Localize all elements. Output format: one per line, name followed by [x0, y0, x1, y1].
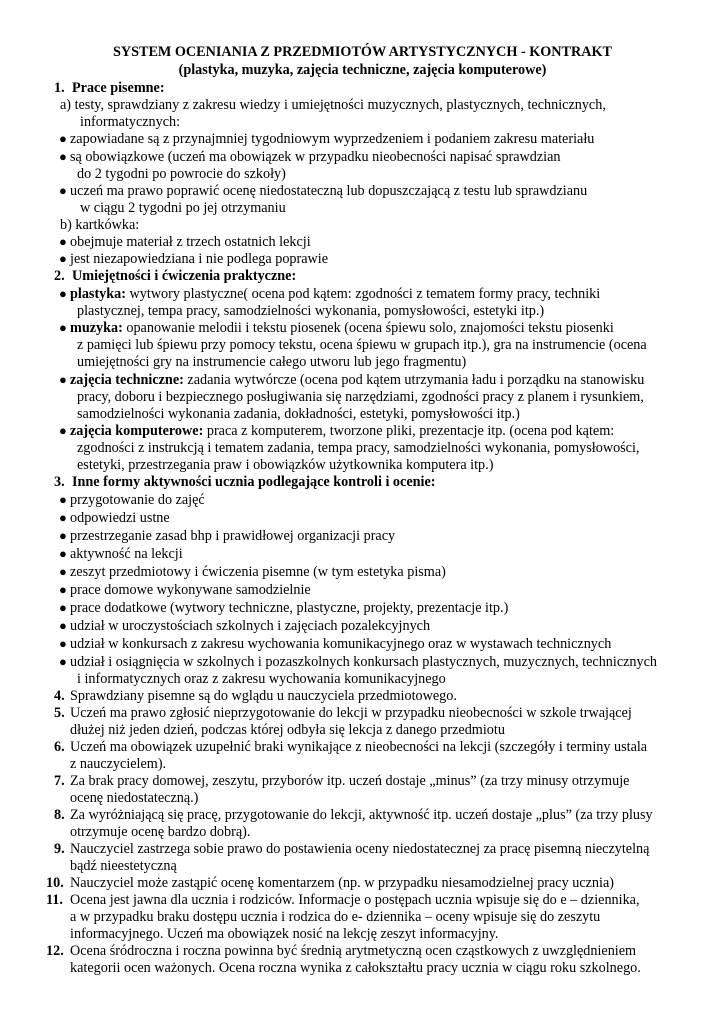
section-2-heading: Umiejętności i ćwiczenia praktyczne:: [72, 268, 297, 284]
komputer-line3: estetyki, przestrzegania praw i obowiązków użytkownika komputera itp.): [77, 457, 494, 473]
section-3-number: 3.: [54, 474, 65, 490]
list-item-continuation: i informatycznych oraz z zakresu wychowania komunikacyjnego: [77, 671, 446, 687]
section-1-heading: Prace pisemne:: [72, 80, 165, 96]
bullet-icon: ●: [59, 372, 67, 387]
list-item: udział w uroczystościach szkolnych i zajęciach pozalekcyjnych: [70, 618, 431, 634]
bullet-icon: ●: [59, 618, 67, 633]
section-1-bullet-3-line2: w ciągu 2 tygodni po jej otrzymaniu: [80, 200, 286, 216]
item-11-number: 11.: [46, 892, 63, 908]
muzyka-text: opanowanie melodii i tekstu piosenek (ocena śpiewu solo, znajomości tekstu piosenki: [122, 320, 614, 336]
item-10-number: 10.: [46, 875, 64, 891]
item-11-line2: a w przypadku braku dostępu ucznia i rodzica do e- dziennika – oceny wpisuje się do zeszytu: [70, 909, 601, 925]
item-12-number: 12.: [46, 943, 64, 959]
document-title: SYSTEM OCENIANIA Z PRZEDMIOTÓW ARTYSTYCZNYCH - KONTRAKT: [112, 44, 613, 60]
item-5-line2: dłużej niż jeden dzień, podczas której odbyła się lekcja z danego przedmiotu: [70, 722, 505, 738]
item-12-line2: kategorii ocen ważonych. Ocena roczna wynika z całokształtu pracy ucznia w ciągu roku szkolnego.: [70, 960, 641, 976]
section-2-number: 2.: [54, 268, 65, 284]
muzyka-line3: umiejętności gry na instrumencie całego utworu lub jego fragmentu): [77, 354, 467, 370]
section-1-a-line1: a) testy, sprawdziany z zakresu wiedzy i umiejętności muzycznych, plastycznych, technicznych,: [60, 97, 606, 113]
bullet-icon: ●: [59, 286, 67, 301]
list-item: zeszyt przedmiotowy i ćwiczenia pisemne (w tym estetyka pisma): [70, 564, 446, 580]
list-item: przygotowanie do zajęć: [70, 492, 205, 508]
section-1-bullet-5: jest niezapowiedziana i nie podlega poprawie: [70, 251, 329, 267]
list-item: przestrzeganie zasad bhp i prawidłowej organizacji pracy: [70, 528, 396, 544]
technika-label: zajęcia techniczne:: [70, 372, 184, 388]
bullet-icon: ●: [59, 149, 67, 164]
section-3-heading: Inne formy aktywności ucznia podlegające kontroli i ocenie:: [72, 474, 436, 490]
item-12-line1: Ocena śródroczna i roczna powinna być średnią arytmetyczną ocen cząstkowych z uwzględnieniem: [70, 943, 637, 959]
item-11-line1: Ocena jest jawna dla ucznia i rodziców. Informacje o postępach ucznia wpisuje się do e – dziennika,: [70, 892, 640, 908]
item-4-number: 4.: [54, 688, 65, 704]
bullet-icon: ●: [59, 183, 67, 198]
komputer-label: zajęcia komputerowe:: [70, 423, 204, 439]
section-1-bullet-3-line1: uczeń ma prawo poprawić ocenę niedostateczną lub dopuszczającą z testu lub sprawdzianu: [70, 183, 588, 199]
list-item: udział w konkursach z zakresu wychowania komunikacyjnego oraz w wystawach technicznych: [70, 636, 612, 652]
item-7-number: 7.: [54, 773, 65, 789]
bullet-icon: ●: [59, 131, 67, 146]
technika-line2: pracy, doboru i bezpiecznego posługiwania się narzędziami, zgodności pracy z planem i rysunkiem,: [77, 389, 644, 405]
bullet-icon: ●: [59, 320, 67, 335]
item-11-line3: informacyjnego. Uczeń ma obowiązek nosić na lekcję zeszyt informacyjny.: [70, 926, 499, 942]
bullet-icon: ●: [59, 234, 67, 249]
bullet-icon: ●: [59, 582, 67, 597]
item-7-line1: Za brak pracy domowej, zeszytu, przyborów itp. uczeń dostaje „minus” (za trzy minusy otrzymuje: [70, 773, 630, 789]
item-10-text: Nauczyciel może zastąpić ocenę komentarzem (np. w przypadku niesamodzielnej pracy ucznia): [70, 875, 614, 891]
bullet-icon: ●: [59, 492, 67, 507]
item-6-number: 6.: [54, 739, 65, 755]
item-6-line2: z nauczycielem).: [70, 756, 167, 772]
item-7-line2: ocenę niedostateczną.): [70, 790, 199, 806]
section-1-number: 1.: [54, 80, 65, 96]
technika-line3: samodzielności wykonania zadania, dokładności, estetyki, pomysłowości itp.): [77, 406, 520, 422]
item-8-line1: Za wyróżniającą się pracę, przygotowanie do lekcji, aktywność itp. uczeń dostaje „plus” (za trzy plusy: [70, 807, 653, 823]
item-5-number: 5.: [54, 705, 65, 721]
section-1-a-line2: informatycznych:: [80, 114, 181, 130]
item-5-line1: Uczeń ma prawo zgłosić nieprzygotowanie do lekcji w przypadku nieobecności w szkole trwającej: [70, 705, 632, 721]
komputer-line1: [70, 422, 614, 440]
list-item: prace dodatkowe (wytwory techniczne, plastyczne, projekty, prezentacje itp.): [70, 600, 509, 616]
technika-text: zadania wytwórcze (ocena pod kątem utrzymania ładu i porządku na stanowisku: [183, 372, 645, 388]
bullet-icon: ●: [59, 654, 67, 669]
document-subtitle: (plastyka, muzyka, zajęcia techniczne, zajęcia komputerowe): [178, 62, 547, 78]
muzyka-line1: [70, 319, 614, 337]
plastyka-label: plastyka:: [70, 286, 126, 302]
bullet-icon: ●: [59, 528, 67, 543]
list-item: prace domowe wykonywane samodzielnie: [70, 582, 311, 598]
komputer-text: praca z komputerem, tworzone pliki, prezentacje itp. (ocena pod kątem:: [203, 423, 615, 439]
muzyka-label: muzyka:: [70, 320, 123, 336]
section-1-bullet-2-line2: do 2 tygodni po powrocie do szkoły): [77, 166, 286, 182]
bullet-icon: ●: [59, 423, 67, 438]
item-9-line1: Nauczyciel zastrzega sobie prawo do postawienia oceny niedostatecznej za pracę pisemną nieczytelną: [70, 841, 650, 857]
list-item: odpowiedzi ustne: [70, 510, 170, 526]
list-item: aktywność na lekcji: [70, 546, 183, 562]
plastyka-line1: [70, 285, 600, 303]
technika-line1: [70, 371, 644, 389]
komputer-line2: zgodności z instrukcją i tematem zadania, tempa pracy, samodzielności wykonania, pomysłowości,: [77, 440, 640, 456]
item-4-text: Sprawdziany pisemne są do wglądu u nauczyciela przedmiotowego.: [70, 688, 457, 704]
bullet-icon: ●: [59, 251, 67, 266]
muzyka-line2: z pamięci lub śpiewu przy pomocy tekstu, ocena śpiewu w grupach itp.), gra na instrumencie (ocena: [77, 337, 647, 353]
bullet-icon: ●: [59, 636, 67, 651]
list-item: udział i osiągnięcia w szkolnych i pozaszkolnych konkursach plastycznych, muzycznych, technicznych: [70, 654, 658, 670]
section-1-b-label: b) kartkówka:: [60, 217, 140, 233]
item-8-number: 8.: [54, 807, 65, 823]
item-8-line2: otrzymuje ocenę bardzo dobrą).: [70, 824, 251, 840]
section-1-bullet-1: zapowiadane są z przynajmniej tygodniowym wyprzedzeniem i podaniem zakresu materiału: [70, 131, 595, 147]
plastyka-text: wytwory plastyczne( ocena pod kątem: zgodności z tematem formy pracy, techniki: [125, 286, 601, 302]
section-1-bullet-4: obejmuje materiał z trzech ostatnich lekcji: [70, 234, 311, 250]
item-9-number: 9.: [54, 841, 65, 857]
section-1-bullet-2-line1: są obowiązkowe (uczeń ma obowiązek w przypadku nieobecności napisać sprawdzian: [70, 149, 561, 165]
item-6-line1: Uczeń ma obowiązek uzupełnić braki wynikające z nieobecności na lekcji (szczegóły i terminy ustala: [70, 739, 648, 755]
bullet-icon: ●: [59, 546, 67, 561]
bullet-icon: ●: [59, 510, 67, 525]
plastyka-line2: plastycznej, tempa pracy, samodzielności wykonania, pomysłowości, estetyki itp.): [77, 303, 545, 319]
bullet-icon: ●: [59, 564, 67, 579]
item-9-line2: bądź nieestetyczną: [70, 858, 177, 874]
bullet-icon: ●: [59, 600, 67, 615]
